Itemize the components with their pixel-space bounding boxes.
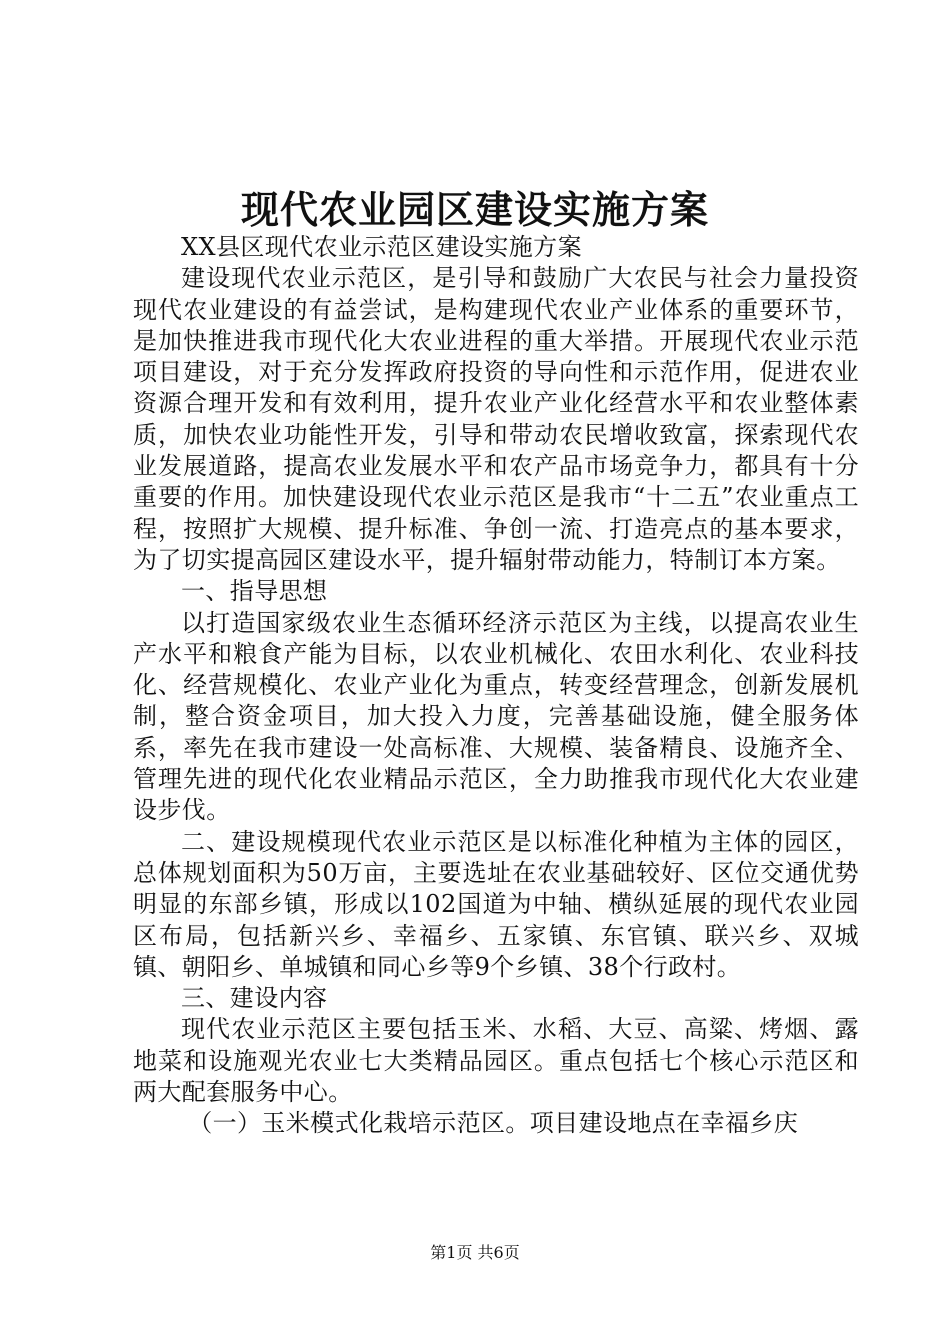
document-title: 现代农业园区建设实施方案 — [240, 187, 709, 232]
document-body — [133, 232, 859, 1140]
paragraph-item-one: （一）玉米模式化栽培示范区。项目建设地点在幸福乡庆 — [188, 1109, 799, 1138]
paragraph-construction-content: 现代农业示范区主要包括玉米、水稻、大豆、高粱、烤烟、露地菜和设施观光农业七大类精品园区。重点包括七个核心示范区和两大配套服务中心。 — [133, 1015, 859, 1107]
document-subtitle: XX县区现代农业示范区建设实施方案 — [181, 233, 582, 261]
section-heading-guiding-ideology: 一、指导思想 — [181, 577, 328, 606]
paragraph-construction-scale: 二、建设规模现代农业示范区是以标准化种植为主体的园区，总体规划面积为50万亩，主要选址在农业基础较好、区位交通优势明显的东部乡镇，形成以102国道为中轴、横纵延展的现代农业园区布局，包括新兴乡、幸福乡、五家镇、东官镇、联兴乡、双城镇、朝阳乡、单城镇和同心乡等9个乡镇、38个行政村。 — [133, 827, 859, 981]
paragraph-guiding-ideology: 以打造国家级农业生态循环经济示范区为主线，以提高农业生产水平和粮食产能为目标，以农业机械化、农田水利化、农业科技化、经营规模化、农业产业化为重点，转变经营理念，创新发展机制，整合资金项目，加大投入力度，完善基础设施，健全服务体系，率先在我市建设一处高标准、大规模、装备精良、设施齐全、管理先进的现代化农业精品示范区，全力助推我市现代化大农业建设步伐。 — [133, 608, 859, 825]
paragraph-intro: 建设现代农业示范区，是引导和鼓励广大农民与社会力量投资现代农业建设的有益尝试，是构建现代农业产业体系的重要环节，是加快推进我市现代化大农业进程的重大举措。开展现代农业示范项目建设，对于充分发挥政府投资的导向性和示范作用，促进农业资源合理开发和有效利用，提升农业产业化经营水平和农业整体素质，加快农业功能性开发，引导和带动农民增收致富，探索现代农业发展道路，提高农业发展水平和农产品市场竞争力，都具有十分重要的作用。加快建设现代农业示范区是我市“十二五”农业重点工程，按照扩大规模、提升标准、争创一流、打造亮点的基本要求，为了切实提高园区建设水平，提升辐射带动能力，特制订本方案。 — [133, 264, 859, 574]
section-heading-construction-content: 三、建设内容 — [181, 984, 328, 1013]
page-number-footer: 第1页 共6页 — [430, 1243, 520, 1262]
